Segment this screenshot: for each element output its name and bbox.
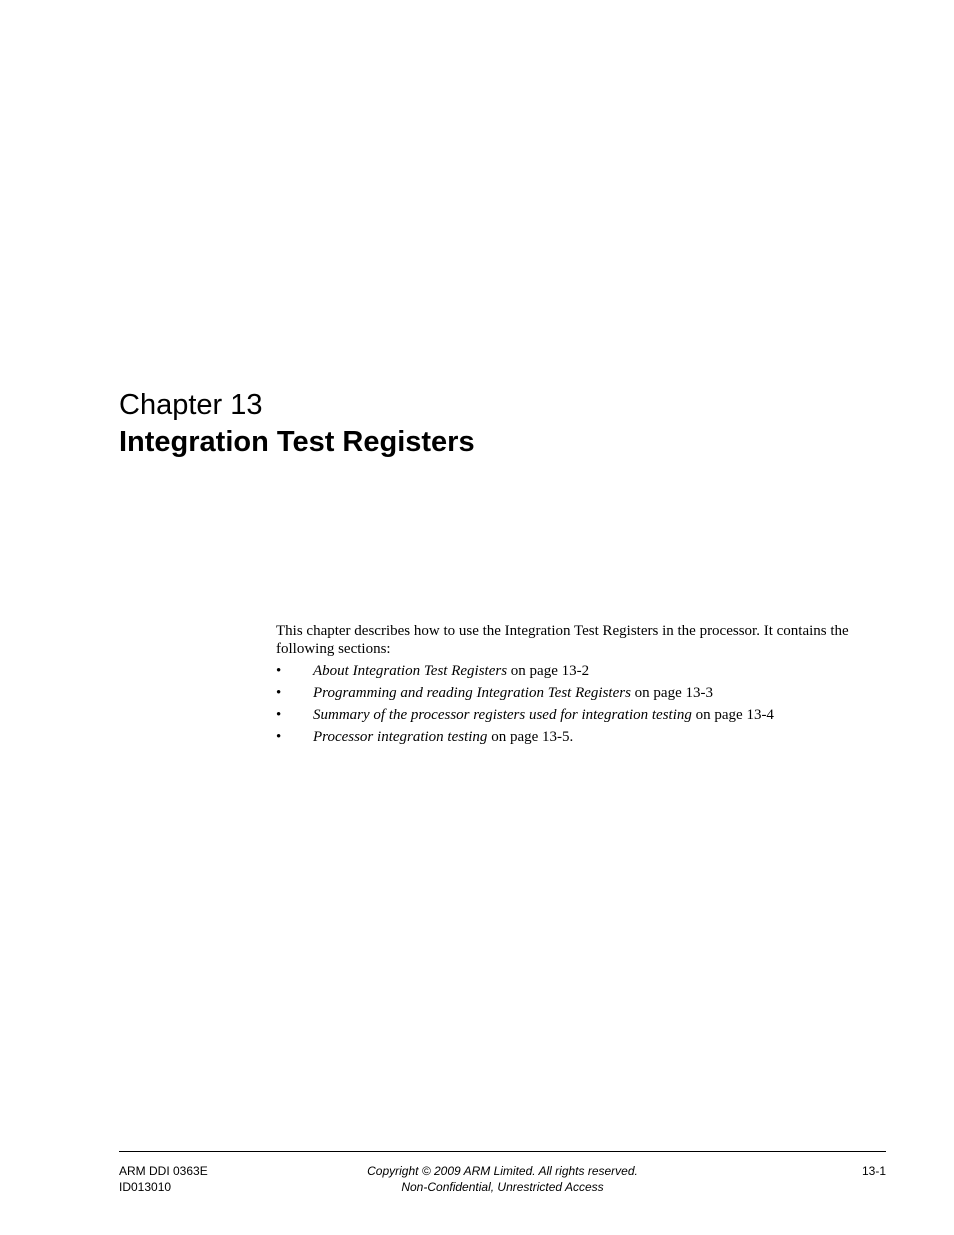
section-list	[276, 662, 886, 750]
section-list-item	[276, 684, 886, 706]
bullet-icon: •	[276, 707, 282, 723]
section-entry	[313, 706, 774, 724]
intro-paragraph: This chapter describes how to use the Integration Test Registers in the processor. It contains the following sections:	[276, 623, 849, 657]
section-page-ref: on page 13-5.	[487, 729, 574, 745]
footer-center	[300, 1163, 705, 1195]
page-number: 13-1	[861, 1164, 886, 1178]
copyright-notice: Copyright © 2009 ARM Limited. All rights reserved.	[367, 1164, 638, 1178]
section-page-ref: on page 13-4	[691, 707, 774, 723]
footer-left	[119, 1163, 208, 1195]
section-page-ref: on page 13-2	[507, 663, 590, 679]
section-list-item	[276, 662, 886, 684]
section-page-ref: on page 13-3	[630, 685, 713, 701]
bullet-icon: •	[276, 663, 282, 679]
bullet-icon: •	[276, 685, 282, 701]
section-list-item	[276, 728, 886, 750]
chapter-number: Chapter 13	[119, 389, 263, 421]
confidentiality-notice: Non-Confidential, Unrestricted Access	[401, 1180, 604, 1194]
section-link-summary[interactable]: Summary of the processor registers used for integration testing	[313, 707, 692, 723]
bullet-icon: •	[276, 729, 282, 745]
section-entry	[313, 684, 713, 702]
section-link-about[interactable]: About Integration Test Registers	[313, 663, 508, 679]
footer-divider	[119, 1151, 886, 1152]
section-entry	[313, 728, 573, 746]
footer-right	[862, 1163, 886, 1179]
section-link-processor-testing[interactable]: Processor integration testing	[313, 729, 488, 745]
section-link-programming[interactable]: Programming and reading Integration Test Registers	[313, 685, 631, 701]
doc-id: ID013010	[119, 1180, 172, 1194]
doc-number: ARM DDI 0363E	[119, 1164, 208, 1178]
section-entry	[313, 662, 589, 680]
section-list-item	[276, 706, 886, 728]
chapter-title: Integration Test Registers	[119, 426, 475, 458]
